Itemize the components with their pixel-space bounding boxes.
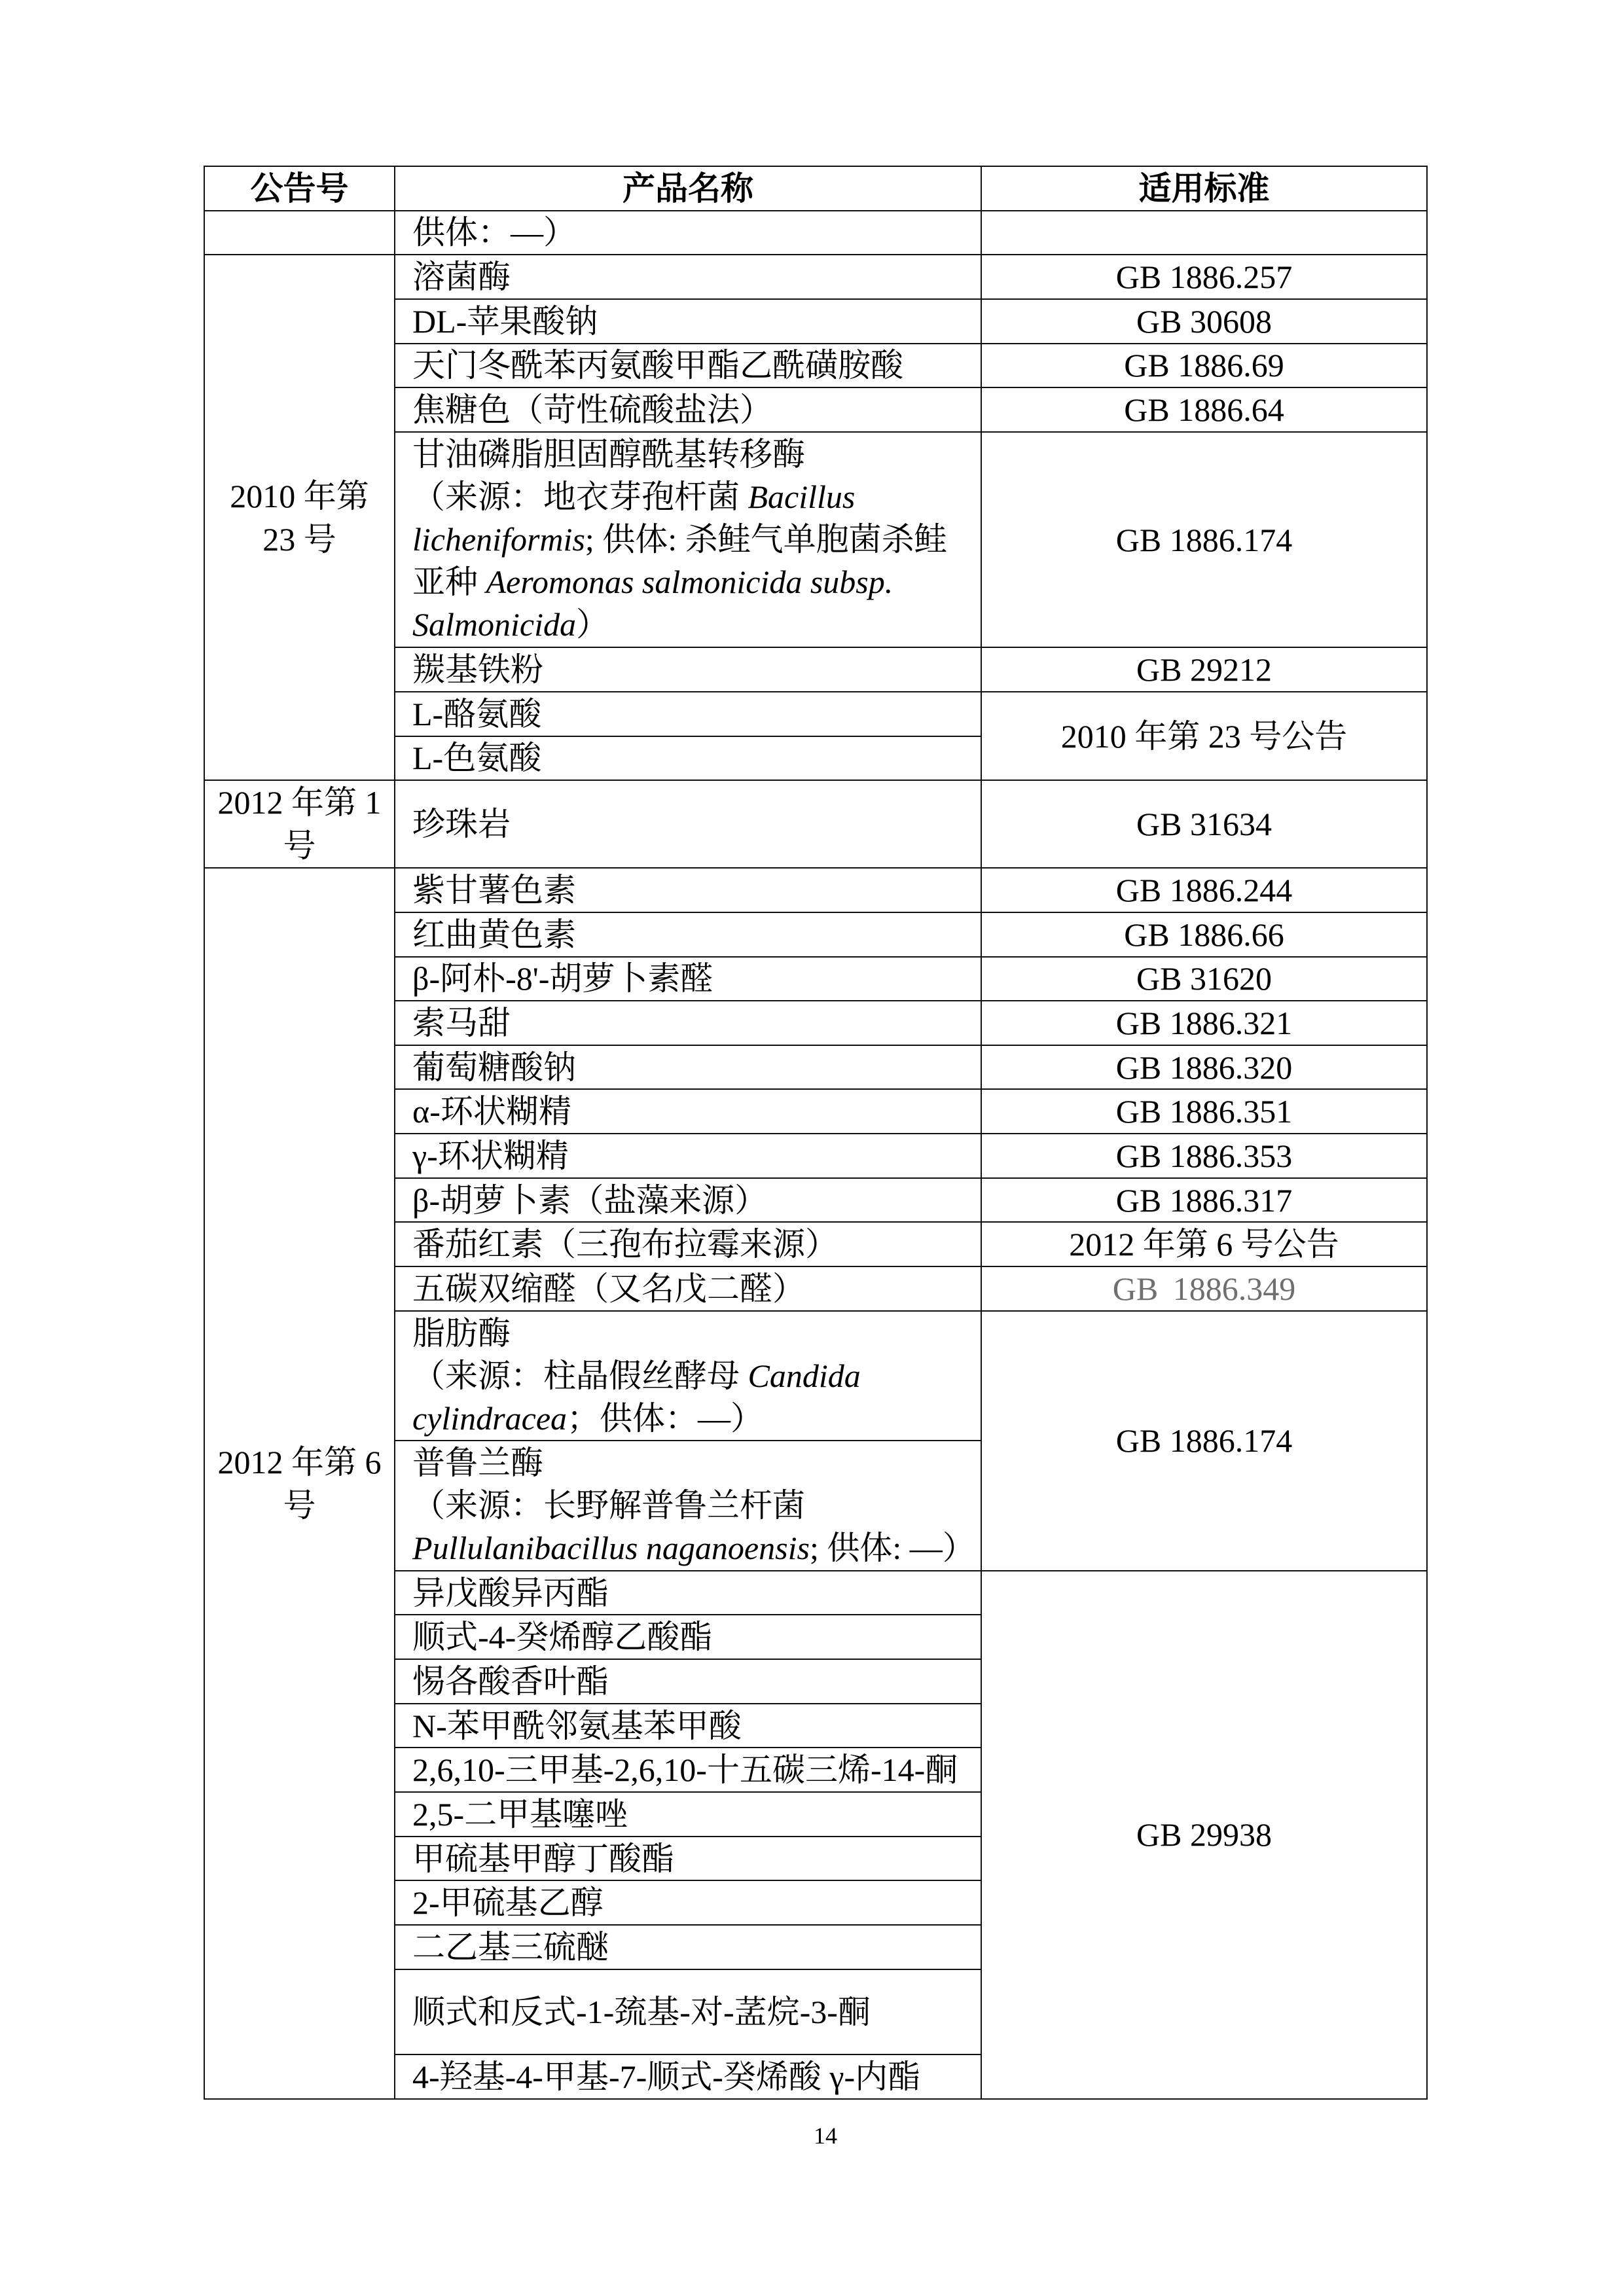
product-name-line [412, 1312, 974, 1355]
standard-cell: GB 1886.349 [981, 1266, 1427, 1311]
standard-cell: GB 1886.353 [981, 1134, 1427, 1178]
latin-name-italic: Pullulanibacillus naganoensis [412, 1530, 810, 1567]
line-text: ；供体：—） [567, 1399, 764, 1437]
product-name-cell: L-色氨酸 [395, 736, 981, 781]
product-name-cell: DL-苹果酸钠 [395, 299, 981, 344]
product-name-cell: 珍珠岩 [395, 780, 981, 868]
product-name-cell: 4-羟基-4-甲基-7-顺式-癸烯酸 γ-内酯 [395, 2054, 981, 2099]
standard-cell: 2012 年第 6 号公告 [981, 1222, 1427, 1266]
product-name-cell: 2,6,10-三甲基-2,6,10-十五碳三烯-14-酮 [395, 1748, 981, 1792]
standard-cell: GB 1886.174 [981, 432, 1427, 647]
line-text: ） [575, 606, 609, 643]
product-name-cell: α-环状糊精 [395, 1089, 981, 1134]
product-name-line [412, 1527, 974, 1570]
product-name-cell: β-胡萝卜素（盐藻来源） [395, 1178, 981, 1223]
header-product-name: 产品名称 [395, 166, 981, 211]
product-name-cell [395, 432, 981, 647]
product-name-cell: 番茄红素（三孢布拉霉来源） [395, 1222, 981, 1266]
latin-name-italic: cylindracea [412, 1399, 568, 1437]
line-text: 亚种 [412, 564, 486, 601]
product-name-line [412, 476, 974, 518]
table-row [204, 780, 1427, 868]
additive-standards-table [204, 166, 1428, 2100]
product-name-cell [395, 1311, 981, 1441]
latin-name-italic: Bacillus [748, 478, 856, 516]
table-row [204, 868, 1427, 912]
standard-cell: GB 1886.244 [981, 868, 1427, 912]
table-header-row [204, 166, 1427, 211]
product-name-cell: 甲硫基甲醇丁酸酯 [395, 1837, 981, 1881]
announcement-cell [204, 868, 395, 2099]
product-name-cell: 顺式-4-癸烯醇乙酸酯 [395, 1615, 981, 1659]
product-name-line [412, 603, 974, 646]
latin-name-italic: licheniformis [412, 521, 585, 558]
product-name-cell [395, 1441, 981, 1571]
product-name-cell: 异戊酸异丙酯 [395, 1571, 981, 1615]
product-name-line [412, 561, 974, 603]
announcement-line: 2012 年第 1 [217, 784, 382, 821]
standard-cell: GB 31620 [981, 957, 1427, 1001]
announcement-line: 号 [283, 1486, 316, 1524]
product-name-line [412, 518, 974, 561]
standard-cell: GB 1886.257 [981, 255, 1427, 299]
product-name-cell: 顺式和反式-1-巯基-对-䓝烷-3-酮 [395, 1969, 981, 2055]
product-name-cell: 天门冬酰苯丙氨酸甲酯乙酰磺胺酸 [395, 344, 981, 388]
standard-cell: GB 30608 [981, 299, 1427, 344]
product-name-cell: 五碳双缩醛（又名戊二醛） [395, 1266, 981, 1311]
announcement-cell [204, 255, 395, 780]
header-standard: 适用标准 [981, 166, 1427, 211]
standard-cell: GB 1886.66 [981, 912, 1427, 957]
standard-cell: GB 1886.174 [981, 1311, 1427, 1571]
line-text: （来源：地衣芽孢杆菌 [412, 478, 748, 516]
product-name-cell: 2,5-二甲基噻唑 [395, 1792, 981, 1837]
announcement-line: 2012 年第 6 [217, 1443, 382, 1480]
standard-cell: GB 29212 [981, 647, 1427, 692]
standard-cell: GB 31634 [981, 780, 1427, 868]
product-name-cell: 葡萄糖酸钠 [395, 1045, 981, 1090]
announcement-cell [204, 780, 395, 868]
table-row [204, 255, 1427, 299]
product-name-line [412, 1484, 974, 1527]
product-name-line [412, 1442, 974, 1484]
product-name-cell: 惕各酸香叶酯 [395, 1659, 981, 1704]
product-name-cell: 供体：—） [395, 211, 981, 255]
table-row [204, 211, 1427, 255]
product-name-cell: 2-甲硫基乙醇 [395, 1880, 981, 1925]
standard-cell: GB 29938 [981, 1571, 1427, 2099]
line-text: ; 供体: 杀鲑气单胞菌杀鲑 [585, 521, 947, 558]
announcement-line: 23 号 [262, 520, 336, 558]
product-name-cell: N-苯甲酰邻氨基苯甲酸 [395, 1704, 981, 1748]
standard-cell: 2010 年第 23 号公告 [981, 692, 1427, 780]
standard-cell: GB 1886.69 [981, 344, 1427, 388]
standard-cell: GB 1886.351 [981, 1089, 1427, 1134]
product-name-cell: L-酪氨酸 [395, 692, 981, 736]
line-text: （来源：柱晶假丝酵母 [412, 1357, 748, 1394]
standard-cell [981, 211, 1427, 255]
product-name-cell: 红曲黄色素 [395, 912, 981, 957]
product-name-cell: 紫甘薯色素 [395, 868, 981, 912]
latin-name-italic: Candida [748, 1357, 861, 1394]
product-name-line [412, 1397, 974, 1440]
latin-name-italic: Salmonicida [412, 606, 576, 643]
product-name-cell: 溶菌酶 [395, 255, 981, 299]
product-name-line [412, 1355, 974, 1397]
standard-cell: GB 1886.317 [981, 1178, 1427, 1223]
line-text: （来源：长野解普鲁兰杆菌 [412, 1487, 805, 1524]
announcement-cell [204, 211, 395, 255]
product-name-cell: 羰基铁粉 [395, 647, 981, 692]
standard-cell: GB 1886.321 [981, 1001, 1427, 1045]
line-text: ; 供体: —） [809, 1530, 975, 1567]
header-announcement: 公告号 [204, 166, 395, 211]
product-name-cell: β-阿朴-8'-胡萝卜素醛 [395, 957, 981, 1001]
product-name-cell: 焦糖色（苛性硫酸盐法） [395, 387, 981, 432]
standard-cell: GB 1886.320 [981, 1045, 1427, 1090]
line-text: 甘油磷脂胆固醇酰基转移酶 [412, 436, 805, 473]
page-number: 14 [814, 2123, 837, 2149]
line-text: 脂肪酶 [412, 1314, 511, 1352]
standard-cell: GB 1886.64 [981, 387, 1427, 432]
product-name-line [412, 433, 974, 476]
latin-name-italic: Aeromonas salmonicida subsp. [486, 564, 893, 601]
product-name-cell: γ-环状糊精 [395, 1134, 981, 1178]
announcement-line: 号 [283, 827, 316, 865]
line-text: 普鲁兰酶 [412, 1444, 543, 1482]
announcement-line: 2010 年第 [230, 477, 369, 514]
product-name-cell: 二乙基三硫醚 [395, 1925, 981, 1969]
product-name-cell: 索马甜 [395, 1001, 981, 1045]
